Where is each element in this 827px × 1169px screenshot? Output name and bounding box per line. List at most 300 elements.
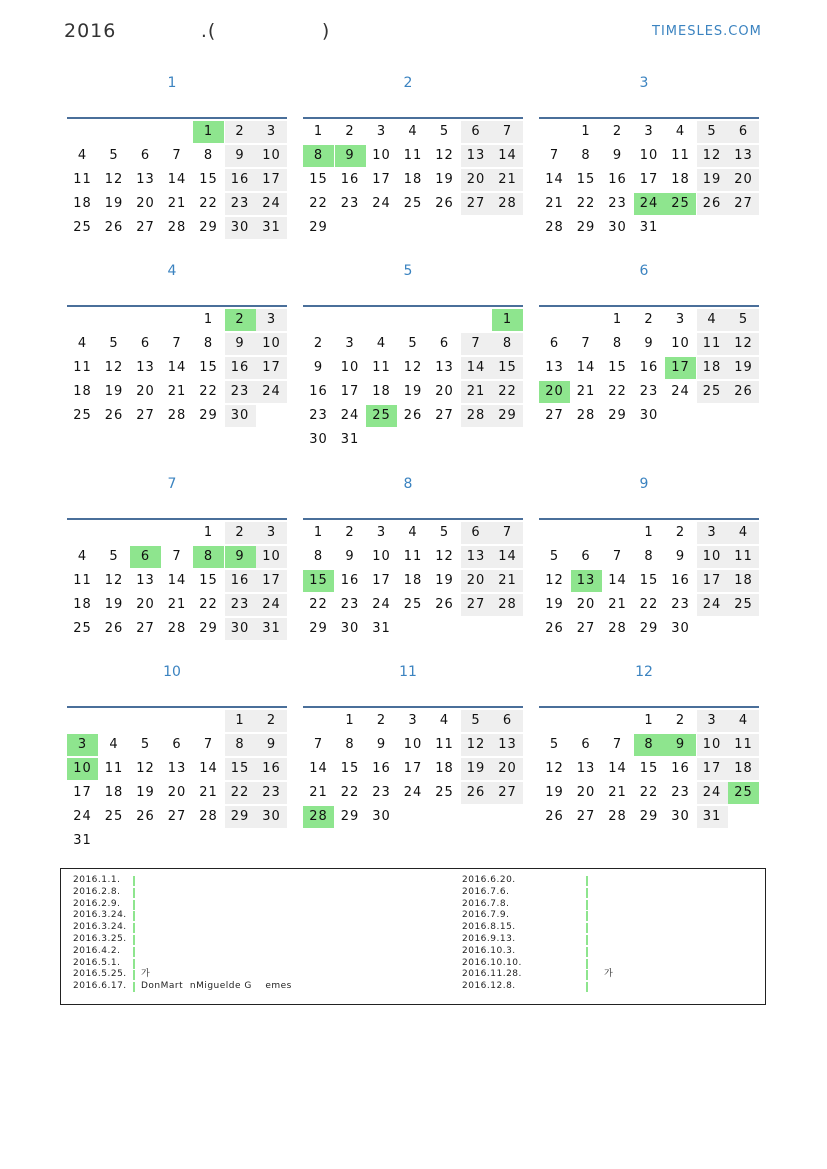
day-cell: 7 [612,549,623,564]
day-cell: 4 [408,124,418,139]
day-cell: 15 [199,360,218,375]
holiday-day-cell: 1 [193,121,224,143]
day-cell: 2 [345,525,355,540]
day-cell: 3 [376,124,387,139]
day-cell: 10 [671,336,690,351]
day-cell: 17 [372,573,391,588]
day-cell: 2 [612,124,623,139]
holiday-day-cell: 13 [571,570,602,592]
day-cell: 5 [728,309,759,331]
day-cell: 28 [167,220,187,235]
day-cell: 7 [492,121,523,143]
month-rule [67,117,287,119]
day-cell: 19 [104,597,124,612]
day-cell: 29 [225,806,256,828]
day-cell: 27 [728,193,759,215]
legend-row [462,887,522,899]
day-cell: 28 [461,405,492,427]
day-cell: 15 [576,172,596,187]
day-cell: 7 [172,148,182,163]
day-cell: 17 [639,172,659,187]
day-cell: 21 [608,785,627,800]
day-cell: 30 [671,621,690,636]
day-cell: 18 [728,570,759,592]
day-cell: 19 [104,384,124,399]
day-cell: 6 [492,710,523,732]
legend-date: 2016.7.8. [462,898,510,909]
day-cell: 16 [639,360,659,375]
day-cell: 27 [576,621,596,636]
day-cell: 10 [372,549,391,564]
day-cell: 24 [256,193,287,215]
day-cell: 1 [225,710,256,732]
day-cell: 31 [256,618,287,640]
month-name: 10 [163,664,181,680]
holiday-day-cell: 9 [665,734,696,756]
day-cell: 15 [199,573,218,588]
day-cell: 27 [576,809,596,824]
day-cell: 22 [225,782,256,804]
day-cell: 18 [671,172,690,187]
day-cell: 6 [439,336,450,351]
legend-date: 2016.2.9. [73,898,121,909]
day-cell: 27 [136,408,155,423]
legend-date: 2016.9.13. [462,933,516,944]
day-cell: 30 [639,408,659,423]
legend-color-marker [586,959,588,969]
day-cell: 1 [313,525,324,540]
day-cell: 17 [403,761,423,776]
day-cell: 28 [492,594,523,616]
day-cell: 24 [256,594,287,616]
day-cell: 2 [225,522,256,544]
day-cell: 22 [639,785,659,800]
legend-row [73,922,127,934]
day-cell: 5 [549,549,560,564]
legend-row [73,969,151,981]
day-cell: 26 [545,809,564,824]
day-cell: 23 [340,196,360,211]
day-cell: 14 [167,573,187,588]
month-name: 2 [403,75,413,91]
month-name: 9 [639,476,649,492]
day-cell: 20 [435,384,454,399]
day-cell: 17 [73,785,92,800]
holiday-day-cell: 9 [335,145,366,167]
day-cell: 4 [728,710,759,732]
day-cell: 24 [697,782,728,804]
day-cell: 31 [340,432,360,447]
day-cell: 8 [492,333,523,355]
day-cell: 17 [256,570,287,592]
legend-row [462,969,614,981]
day-cell: 11 [728,734,759,756]
day-cell: 5 [549,737,560,752]
legend-row [462,899,522,911]
day-cell: 11 [403,549,423,564]
day-cell: 12 [104,360,124,375]
day-cell: 7 [549,148,560,163]
legend-color-marker [133,982,135,992]
legend-date: 2016.3.24. [73,922,127,933]
day-cell: 29 [199,220,218,235]
day-cell: 3 [256,121,287,143]
legend-color-marker [133,876,135,886]
legend-date: 2016.5.1. [73,957,121,968]
day-cell: 22 [199,196,218,211]
day-cell: 10 [697,734,728,756]
holiday-day-cell: 24 [634,193,665,215]
day-cell: 16 [225,570,256,592]
legend-holiday-name: 가 [604,969,614,980]
day-cell: 15 [639,573,659,588]
day-cell: 30 [671,809,690,824]
day-cell: 3 [697,710,728,732]
day-cell: 25 [104,809,124,824]
day-cell: 13 [492,734,523,756]
day-cell: 10 [639,148,659,163]
day-cell: 25 [697,381,728,403]
day-cell: 17 [256,357,287,379]
day-cell: 27 [461,594,492,616]
holiday-day-cell: 10 [67,758,98,780]
month-8 [303,476,525,666]
legend-color-marker [133,970,135,980]
day-cell: 18 [435,761,454,776]
day-cell: 23 [372,785,391,800]
month-1 [67,75,289,265]
day-cell: 16 [340,573,360,588]
legend-date: 2016.3.24. [73,910,127,921]
month-name: 5 [403,263,413,279]
day-cell: 31 [73,833,92,848]
day-cell: 18 [728,758,759,780]
month-rule [539,518,759,520]
day-cell: 20 [136,384,155,399]
day-cell: 11 [671,148,690,163]
day-cell: 6 [461,522,492,544]
month-rule [67,305,287,307]
month-rule [303,706,523,708]
legend-row [73,910,127,922]
day-cell: 28 [492,193,523,215]
day-cell: 1 [203,525,214,540]
day-cell: 13 [461,546,492,568]
day-cell: 12 [136,761,155,776]
day-cell: 19 [545,597,564,612]
day-cell: 26 [435,597,454,612]
legend-color-marker [586,923,588,933]
legend-date: 2016.7.9. [462,910,510,921]
day-cell: 18 [697,357,728,379]
month-6 [539,263,761,453]
day-cell: 16 [608,172,627,187]
legend-color-marker [586,935,588,945]
day-cell: 27 [435,408,454,423]
day-cell: 16 [225,169,256,191]
day-cell: 23 [608,196,627,211]
legend-row [73,875,127,887]
day-cell: 15 [340,761,360,776]
day-cell: 13 [435,360,454,375]
legend-date: 2016.5.25. [73,969,127,980]
day-cell: 21 [309,785,328,800]
month-5 [303,263,525,453]
day-cell: 12 [435,549,454,564]
day-cell: 23 [340,597,360,612]
day-cell: 23 [639,384,659,399]
day-cell: 31 [256,217,287,239]
day-cell: 27 [136,220,155,235]
day-cell: 27 [136,621,155,636]
day-cell: 4 [77,549,88,564]
day-cell: 21 [545,196,564,211]
page-title: 2016 .( ) [64,20,331,42]
day-cell: 26 [104,408,124,423]
day-cell: 8 [644,549,654,564]
legend-color-marker [586,888,588,898]
day-cell: 20 [461,169,492,191]
day-cell: 2 [256,710,287,732]
holiday-day-cell: 9 [225,546,256,568]
day-cell: 3 [408,713,418,728]
day-cell: 14 [199,761,218,776]
day-cell: 28 [167,621,187,636]
month-rule [539,305,759,307]
legend-date: 2016.11.28. [462,969,522,980]
holiday-day-cell: 25 [728,782,759,804]
day-cell: 1 [313,124,324,139]
day-cell: 28 [545,220,564,235]
day-cell: 17 [697,570,728,592]
day-cell: 11 [104,761,124,776]
day-cell: 4 [675,124,686,139]
day-cell: 8 [612,336,623,351]
holiday-day-cell: 8 [303,145,334,167]
day-cell: 20 [576,597,596,612]
day-cell: 7 [461,333,492,355]
day-cell: 21 [461,381,492,403]
day-cell: 6 [581,549,591,564]
month-rule [67,518,287,520]
day-cell: 10 [256,546,287,568]
legend-color-marker [133,888,135,898]
day-cell: 10 [697,546,728,568]
day-cell: 18 [372,384,391,399]
day-cell: 6 [549,336,560,351]
day-cell: 22 [309,196,328,211]
month-rule [67,706,287,708]
day-cell: 19 [728,357,759,379]
holiday-day-cell: 8 [634,734,665,756]
day-cell: 8 [203,336,214,351]
day-cell: 14 [461,357,492,379]
legend-color-marker [133,900,135,910]
legend-color-marker [586,876,588,886]
day-cell: 12 [545,761,564,776]
day-cell: 26 [104,220,124,235]
month-rule [539,117,759,119]
month-3 [539,75,761,265]
day-cell: 3 [345,336,355,351]
day-cell: 22 [199,384,218,399]
day-cell: 15 [639,761,659,776]
day-cell: 12 [104,172,124,187]
day-cell: 10 [372,148,391,163]
day-cell: 26 [136,809,155,824]
holiday-day-cell: 17 [665,357,696,379]
day-cell: 24 [697,594,728,616]
day-cell: 5 [439,525,450,540]
day-cell: 3 [376,525,387,540]
day-cell: 2 [675,713,686,728]
day-cell: 22 [309,597,328,612]
holiday-day-cell: 25 [366,405,397,427]
legend-row [462,922,522,934]
month-name: 4 [167,263,177,279]
legend-color-marker [133,947,135,957]
day-cell: 26 [461,782,492,804]
day-cell: 9 [313,360,324,375]
day-cell: 9 [376,737,387,752]
day-cell: 24 [403,785,423,800]
legend-row [462,946,522,958]
day-cell: 2 [225,121,256,143]
day-cell: 9 [225,333,256,355]
day-cell: 2 [675,525,686,540]
day-cell: 13 [461,145,492,167]
holiday-legend [60,868,766,1005]
day-cell: 20 [136,196,155,211]
day-cell: 4 [376,336,387,351]
day-cell: 21 [167,597,187,612]
day-cell: 8 [225,734,256,756]
day-cell: 25 [728,594,759,616]
month-name: 3 [639,75,649,91]
day-cell: 25 [73,408,92,423]
day-cell: 23 [671,785,690,800]
day-cell: 4 [408,525,418,540]
day-cell: 14 [608,761,627,776]
legend-row [73,958,127,970]
day-cell: 30 [225,217,256,239]
legend-color-marker [133,935,135,945]
day-cell: 31 [697,806,728,828]
day-cell: 20 [167,785,187,800]
day-cell: 17 [256,169,287,191]
day-cell: 17 [697,758,728,780]
day-cell: 21 [576,384,596,399]
day-cell: 14 [576,360,596,375]
day-cell: 21 [167,384,187,399]
day-cell: 11 [73,172,92,187]
day-cell: 4 [697,309,728,331]
day-cell: 9 [612,148,623,163]
legend-row [73,934,127,946]
day-cell: 14 [608,573,627,588]
day-cell: 28 [576,408,596,423]
day-cell: 10 [256,145,287,167]
day-cell: 15 [199,172,218,187]
day-cell: 6 [172,737,182,752]
legend-date: 2016.1.1. [73,875,121,885]
site-logo[interactable]: TIMESLES.COM [652,24,762,39]
day-cell: 7 [203,737,214,752]
legend-holiday-name: DonMart nMiguelde G emes [141,981,292,992]
day-cell: 4 [109,737,119,752]
day-cell: 22 [608,384,627,399]
day-cell: 5 [109,148,119,163]
day-cell: 12 [728,333,759,355]
day-cell: 10 [256,333,287,355]
day-cell: 25 [403,597,423,612]
day-cell: 29 [309,621,328,636]
day-cell: 11 [697,333,728,355]
day-cell: 6 [581,737,591,752]
day-cell: 13 [576,761,596,776]
holiday-day-cell: 3 [67,734,98,756]
legend-date: 2016.10.3. [462,945,516,956]
day-cell: 10 [340,360,360,375]
day-cell: 26 [545,621,564,636]
day-cell: 5 [109,336,119,351]
day-cell: 16 [225,357,256,379]
day-cell: 3 [644,124,654,139]
day-cell: 7 [612,737,623,752]
day-cell: 11 [435,737,454,752]
day-cell: 19 [697,169,728,191]
day-cell: 17 [372,172,391,187]
day-cell: 31 [639,220,659,235]
day-cell: 14 [309,761,328,776]
day-cell: 23 [225,594,256,616]
day-cell: 2 [345,124,355,139]
day-cell: 5 [697,121,728,143]
month-2 [303,75,525,265]
day-cell: 31 [372,621,391,636]
day-cell: 1 [644,713,654,728]
day-cell: 19 [461,758,492,780]
day-cell: 19 [104,196,124,211]
day-cell: 12 [104,573,124,588]
day-cell: 13 [136,573,155,588]
day-cell: 9 [675,549,686,564]
day-cell: 7 [172,336,182,351]
day-cell: 8 [313,549,324,564]
day-cell: 24 [256,381,287,403]
legend-color-marker [133,911,135,921]
legend-date: 2016.7.6. [462,886,510,897]
month-rule [303,117,523,119]
day-cell: 16 [671,761,690,776]
day-cell: 29 [309,220,328,235]
day-cell: 5 [461,710,492,732]
day-cell: 16 [671,573,690,588]
day-cell: 26 [697,193,728,215]
day-cell: 30 [372,809,391,824]
day-cell: 21 [608,597,627,612]
legend-date: 2016.6.17. [73,981,127,992]
day-cell: 24 [372,196,391,211]
day-cell: 15 [492,357,523,379]
day-cell: 2 [644,312,654,327]
day-cell: 21 [492,570,523,592]
legend-row [73,946,127,958]
day-cell: 5 [439,124,450,139]
day-cell: 19 [435,172,454,187]
day-cell: 19 [545,785,564,800]
day-cell: 24 [671,384,690,399]
